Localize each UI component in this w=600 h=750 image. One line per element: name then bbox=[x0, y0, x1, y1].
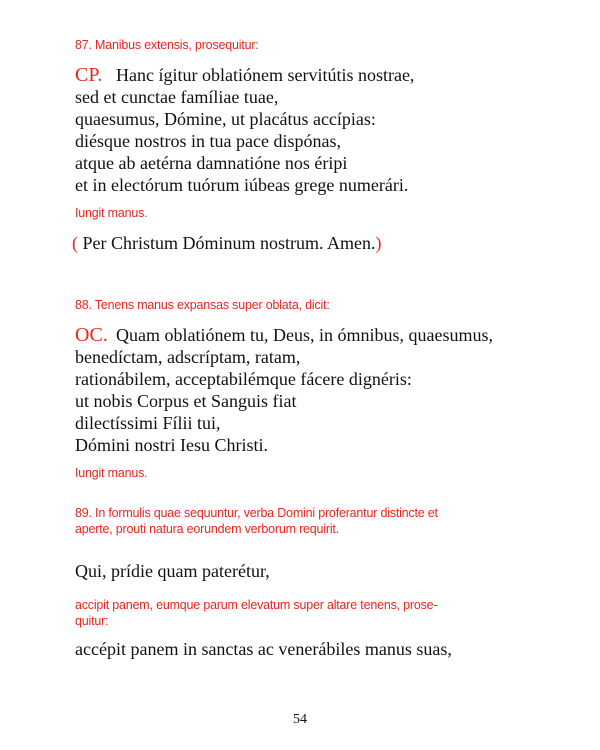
line-88-2: benedíctam, adscríptam, ratam, bbox=[75, 347, 301, 367]
marker-cp: CP. bbox=[75, 64, 103, 86]
rubric-iungit-1: Iungit manus. bbox=[75, 206, 148, 220]
line-88-4: ut nobis Corpus et Sanguis fiat bbox=[75, 391, 297, 411]
rubric-iungit-2: Iungit manus. bbox=[75, 466, 148, 480]
rubric-89-line1: 89. In formulis quae sequuntur, verba Domini proferantur distincte et bbox=[75, 506, 438, 520]
line-88-1: Quam oblatiónem tu, Deus, in ómnibus, quaesumus, bbox=[116, 325, 493, 345]
line-88-6: Dómini nostri Iesu Christi. bbox=[75, 435, 268, 455]
line-89-qui: Qui, prídie quam paterétur, bbox=[75, 561, 270, 581]
page-number: 54 bbox=[293, 712, 307, 727]
rubric-87: 87. Manibus extensis, prosequitur: bbox=[75, 38, 259, 52]
marker-oc: OC. bbox=[75, 324, 108, 346]
line-87-4: diésque nostros in tua pace dispónas, bbox=[75, 131, 341, 151]
paren-open: ( bbox=[72, 233, 78, 253]
paren-close: ) bbox=[375, 233, 382, 253]
line-87-1: Hanc ígitur oblatiónem servitútis nostrae, bbox=[116, 65, 415, 85]
rubric-accipit-line2: quitur: bbox=[75, 614, 109, 628]
rubric-89-line2: aperte, prouti natura eorundem verborum requirit. bbox=[75, 522, 339, 536]
conclusion-text: Per Christum Dóminum nostrum. Amen. bbox=[82, 233, 376, 253]
line-88-5: dilectíssimi Fílii tui, bbox=[75, 413, 221, 433]
line-87-6: et in electórum tuórum iúbeas grege numerári. bbox=[75, 175, 409, 195]
rubric-accipit-line1: accipit panem, eumque parum elevatum super altare tenens, prose- bbox=[75, 598, 438, 612]
conclusion-line bbox=[72, 232, 382, 254]
line-88-3: rationábilem, acceptabilémque fácere dignéris: bbox=[75, 369, 412, 389]
line-87-3: quaesumus, Dómine, ut placátus accípias: bbox=[75, 109, 376, 129]
line-89-accepit: accépit panem in sanctas ac venerábiles manus suas, bbox=[75, 639, 452, 659]
rubric-88: 88. Tenens manus expansas super oblata, dicit: bbox=[75, 298, 330, 312]
line-87-5: atque ab aetérna damnatióne nos éripi bbox=[75, 153, 348, 173]
line-87-2: sed et cunctae famíliae tuae, bbox=[75, 87, 279, 107]
